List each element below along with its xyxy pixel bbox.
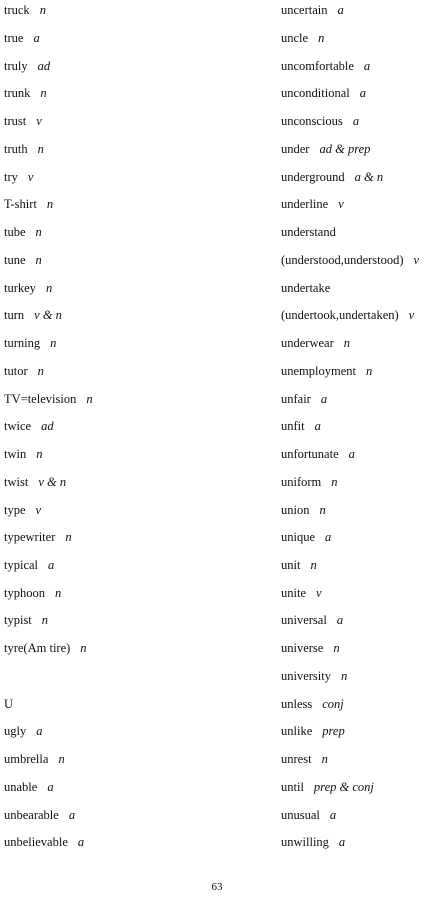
entry: [4, 666, 14, 686]
entry: [281, 278, 340, 298]
entry: [281, 56, 370, 76]
entry-pos: ad: [41, 419, 54, 433]
entry-word: (understood,understood): [281, 253, 404, 267]
entry-word: unique: [281, 530, 316, 544]
entry-word: (undertook,undertaken): [281, 308, 399, 322]
entry-word: unrest: [281, 752, 312, 766]
entry-word: twice: [4, 419, 32, 433]
entry-pos: v: [413, 253, 420, 267]
entry-pos: n: [45, 281, 53, 295]
entry-pos: a: [352, 114, 360, 128]
entry-pos: prep: [322, 724, 345, 738]
entry-word: tyre(Am tire): [4, 641, 71, 655]
entry: [281, 832, 345, 852]
entry-pos: n: [321, 752, 328, 766]
entry: [4, 389, 93, 409]
entry: [281, 167, 383, 187]
entry-pos: a: [77, 835, 85, 849]
entry: [4, 139, 44, 159]
section-letter: [4, 694, 23, 714]
entry-pos: v: [27, 170, 34, 184]
entry-word: unfit: [281, 419, 305, 433]
entry-word: university: [281, 669, 331, 683]
entry: [281, 222, 346, 242]
entry-word: TV=television: [4, 392, 77, 406]
entry-pos: a: [337, 3, 344, 17]
entry-pos: n: [343, 336, 350, 350]
entry-word: unconscious: [281, 114, 343, 128]
entry-word: typhoon: [4, 586, 45, 600]
entry: [4, 749, 65, 769]
entry: [281, 638, 340, 658]
entry-word: try: [4, 170, 18, 184]
entry-word: twin: [4, 447, 27, 461]
entry-word: type: [4, 503, 26, 517]
entry-word: tutor: [4, 364, 28, 378]
entry-pos: a: [68, 808, 76, 822]
entry-pos: a: [348, 447, 355, 461]
entry: [4, 111, 42, 131]
entry: [281, 666, 347, 686]
entry: [281, 389, 327, 409]
entry: [4, 333, 56, 353]
entry: [4, 721, 42, 741]
entry-pos: n: [35, 225, 42, 239]
entry-word: undertake: [281, 281, 331, 295]
entry: [281, 333, 350, 353]
entry-pos: a: [314, 419, 321, 433]
entry: [4, 444, 42, 464]
entry-pos: n: [318, 31, 325, 45]
entry-pos: ad: [37, 59, 51, 73]
entry-pos: n: [40, 86, 47, 100]
entry-pos: a: [336, 613, 344, 627]
entry: [4, 777, 54, 797]
entry: [281, 500, 326, 520]
entry: [281, 527, 331, 547]
entry-word: underline: [281, 197, 329, 211]
entry: [281, 721, 345, 741]
entry: [281, 749, 328, 769]
entry-pos: n: [333, 641, 340, 655]
entry-word: uncertain: [281, 3, 328, 17]
entry-word: unable: [4, 780, 38, 794]
entry-pos: a: [36, 724, 43, 738]
entry-word: underground: [281, 170, 345, 184]
entry: [281, 305, 414, 325]
entry-pos: v: [35, 503, 42, 517]
entry: [281, 694, 344, 714]
entry-word: unconditional: [281, 86, 350, 100]
entry-pos: n: [41, 613, 49, 627]
entry-word: truck: [4, 3, 30, 17]
entry-word: twist: [4, 475, 29, 489]
entry-pos: a & n: [354, 170, 384, 184]
entry-pos: v: [408, 308, 415, 322]
entry: [4, 472, 66, 492]
entry-pos: n: [37, 142, 44, 156]
entry: [281, 777, 374, 797]
entry: [281, 583, 322, 603]
entry-word: unemployment: [281, 364, 356, 378]
entry-word: unfortunate: [281, 447, 339, 461]
entry-word: typewriter: [4, 530, 56, 544]
entry: [281, 555, 317, 575]
entry-pos: a: [320, 392, 328, 406]
entry-word: trunk: [4, 86, 31, 100]
entry-pos: a: [48, 558, 55, 572]
entry: [4, 222, 42, 242]
entry-word: tube: [4, 225, 26, 239]
entry: [4, 28, 40, 48]
entry-word: unlike: [281, 724, 313, 738]
entry-word: umbrella: [4, 752, 49, 766]
entry: [4, 83, 47, 103]
entry-word: uncomfortable: [281, 59, 354, 73]
entry-word: unbelievable: [4, 835, 68, 849]
entry-word: U: [4, 697, 14, 711]
entry-pos: v: [36, 114, 42, 128]
entry-word: turn: [4, 308, 25, 322]
entry: [4, 500, 41, 520]
entry: [281, 610, 343, 630]
page-number: 63: [211, 881, 223, 893]
entry-pos: n: [36, 447, 43, 461]
entry-word: tune: [4, 253, 26, 267]
entry: [281, 361, 372, 381]
entry-pos: a: [359, 86, 366, 100]
entry-pos: a: [363, 59, 371, 73]
entry-word: typical: [4, 558, 39, 572]
entry: [281, 28, 324, 48]
entry-pos: n: [341, 669, 348, 683]
entry-pos: v: [316, 586, 322, 600]
entry: [4, 0, 46, 20]
entry: [281, 0, 344, 20]
entry: [4, 610, 48, 630]
entry: [4, 361, 44, 381]
entry-word: unbearable: [4, 808, 59, 822]
entry: [281, 83, 366, 103]
entry-pos: n: [331, 475, 338, 489]
entry-pos: n: [39, 3, 46, 17]
entry-pos: n: [54, 586, 62, 600]
entry-pos: n: [37, 364, 44, 378]
entry-word: ugly: [4, 724, 27, 738]
entry-word: unless: [281, 697, 313, 711]
entry-pos: v & n: [34, 308, 62, 322]
entry: [4, 805, 75, 825]
entry-pos: v & n: [38, 475, 67, 489]
entry: [4, 527, 72, 547]
entry-word: uncle: [281, 31, 309, 45]
entry-pos: conj: [322, 697, 344, 711]
entry-word: turning: [4, 336, 41, 350]
entry-word: truly: [4, 59, 28, 73]
entry-pos: n: [319, 503, 326, 517]
entry-word: T-shirt: [4, 197, 37, 211]
entry-word: unite: [281, 586, 306, 600]
entry-pos: n: [80, 641, 87, 655]
entry-pos: prep & conj: [313, 780, 374, 794]
entry: [281, 111, 359, 131]
entry-word: unwilling: [281, 835, 329, 849]
entry-word: universal: [281, 613, 327, 627]
entry-word: turkey: [4, 281, 36, 295]
entry: [4, 583, 61, 603]
entry: [281, 805, 336, 825]
entry: [4, 832, 84, 852]
entry-pos: v: [338, 197, 344, 211]
entry-word: unit: [281, 558, 301, 572]
entry-pos: a: [329, 808, 337, 822]
entry-pos: n: [58, 752, 65, 766]
entry-pos: n: [46, 197, 54, 211]
entry: [4, 638, 87, 658]
entry-word: until: [281, 780, 304, 794]
entry: [281, 416, 321, 436]
entry-word: universe: [281, 641, 324, 655]
entry: [281, 194, 344, 214]
entry-word: under: [281, 142, 310, 156]
entry-pos: a: [325, 530, 332, 544]
entry-word: unfair: [281, 392, 311, 406]
entry-pos: a: [47, 780, 54, 794]
entry-word: true: [4, 31, 24, 45]
entry-pos: n: [65, 530, 72, 544]
entry: [4, 56, 50, 76]
entry: [281, 250, 419, 270]
entry-pos: n: [310, 558, 317, 572]
entry: [281, 444, 355, 464]
entry-word: union: [281, 503, 310, 517]
entry-pos: a: [33, 31, 40, 45]
entry-word: truth: [4, 142, 28, 156]
entry-pos: n: [366, 364, 373, 378]
entry: [4, 194, 53, 214]
entry-pos: n: [86, 392, 93, 406]
entry-pos: n: [50, 336, 57, 350]
entry: [4, 555, 54, 575]
entry-word: unusual: [281, 808, 320, 822]
entry-word: typist: [4, 613, 32, 627]
entry: [4, 416, 54, 436]
entry-word: underwear: [281, 336, 334, 350]
entry-pos: a: [338, 835, 346, 849]
entry: [281, 139, 370, 159]
entry-word: trust: [4, 114, 27, 128]
entry: [4, 250, 42, 270]
entry-pos: ad & prep: [319, 142, 371, 156]
entry-pos: n: [35, 253, 42, 267]
entry-word: uniform: [281, 475, 322, 489]
entry-word: understand: [281, 225, 336, 239]
entry: [4, 305, 62, 325]
entry: [4, 278, 52, 298]
entry: [281, 472, 338, 492]
entry: [4, 167, 33, 187]
